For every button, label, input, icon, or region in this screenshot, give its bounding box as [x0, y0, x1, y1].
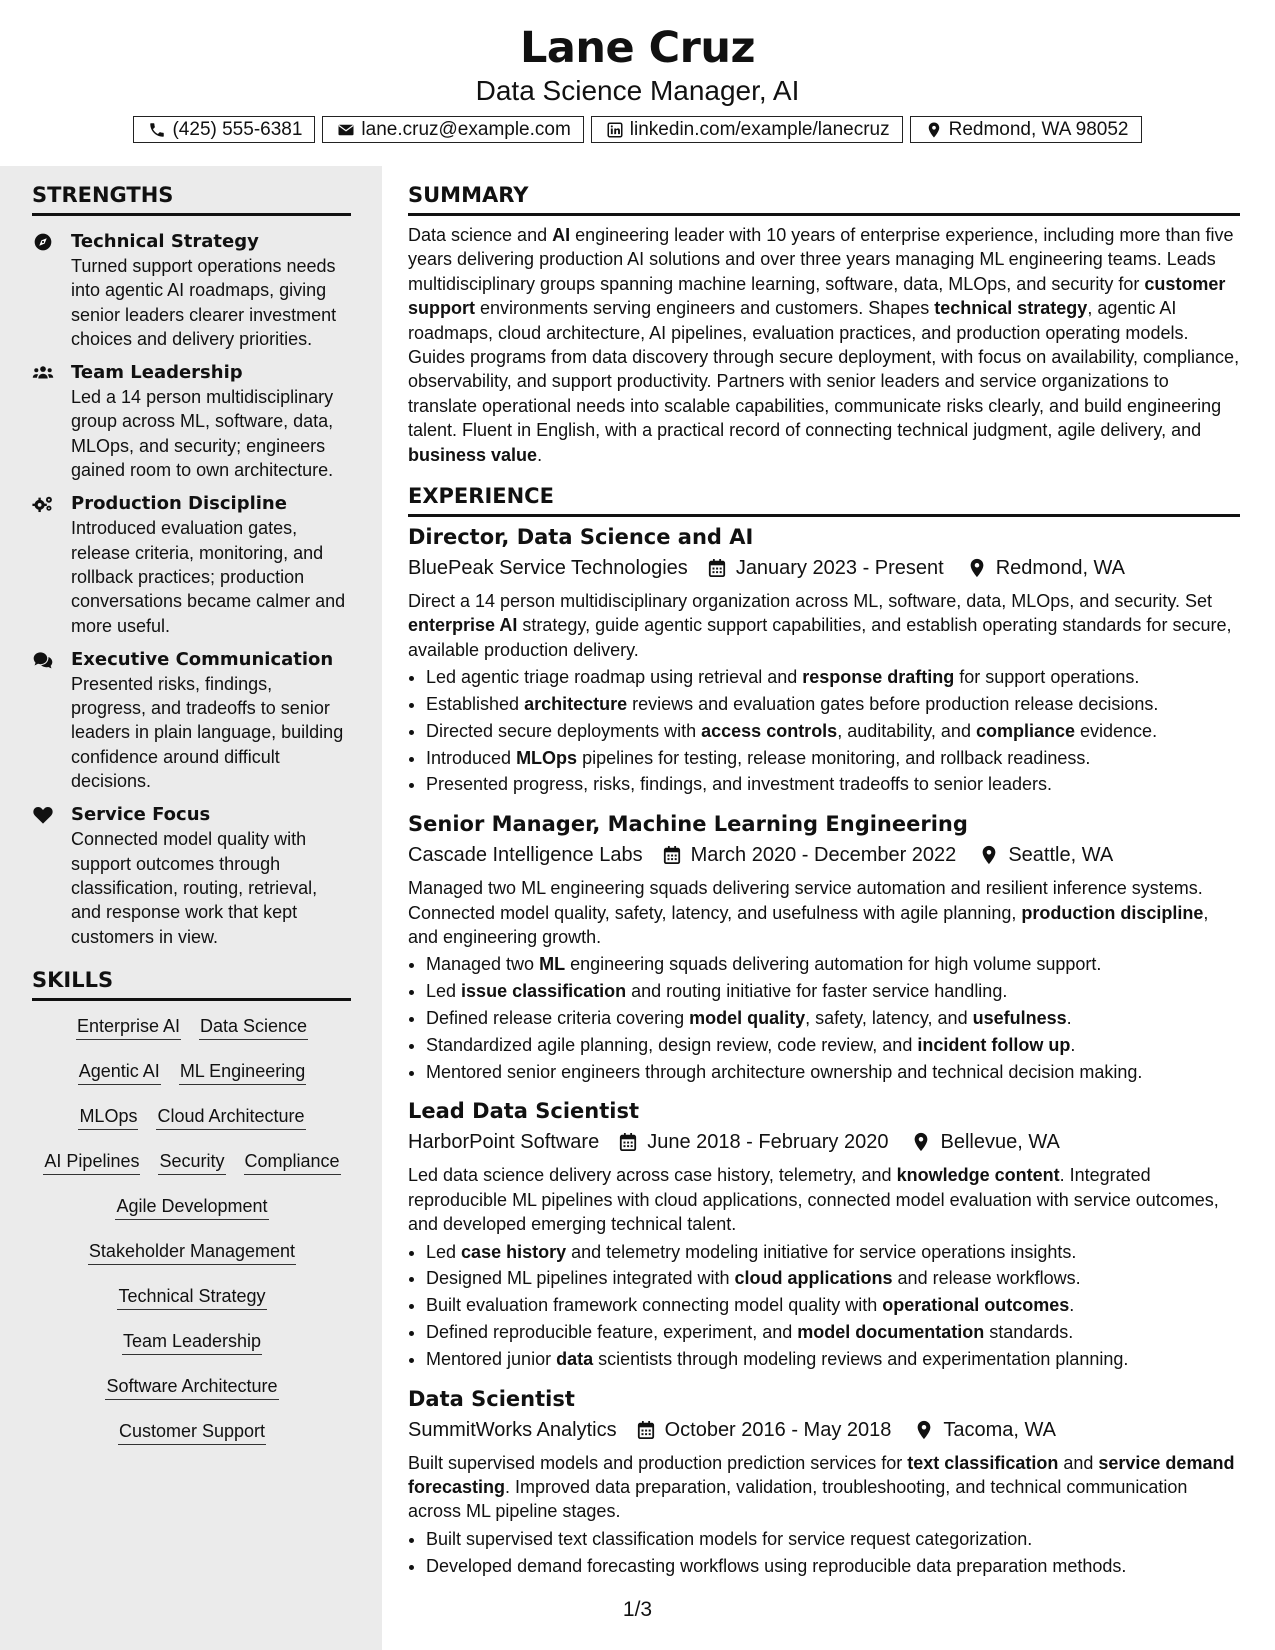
map-marker-icon — [968, 558, 986, 578]
text-run: engineering leader with 10 years of enterprise experience, including more than five years delivering production AI solutions and over three years managing ML engineering teams. Leads multidisciplinary groups spanning machine learning, software, data, MLOps, and security for — [408, 225, 1234, 294]
strength-text: Connected model quality with support outcomes through classification, routing, retrieval, and response work that kept customers in view. — [71, 829, 318, 947]
strength-title: Production Discipline — [71, 493, 287, 515]
bold-text: compliance — [975, 720, 1076, 741]
job-entry — [408, 810, 1240, 1085]
candidate-title: Data Science Manager, AI — [475, 75, 800, 106]
main-content — [408, 166, 1240, 1579]
text-run: Mentored junior — [426, 1348, 557, 1369]
bullet-item — [426, 1032, 1240, 1059]
map-marker-icon — [980, 845, 998, 865]
skill-row — [32, 1195, 352, 1240]
text-run: Led agentic triage roadmap using retrieval and — [426, 667, 803, 688]
text-run: Led — [426, 981, 462, 1002]
text-run: Mentored senior engineers through architecture ownership and technical decision making. — [426, 1061, 1143, 1082]
skill-tag: Agile Development — [115, 1195, 268, 1220]
text-run: , agentic AI roadmaps, cloud architecture, AI pipelines, evaluation practices, and production operating models. Guides programs from data discovery through secure deployment, with focus on availability, compliance, observability, and support productivity. Partners with senior leaders and service organizations to translate operational needs into scalable capabilities, communicate risks clearly, and build engineering talent. Fluent in English, with a practical record of connecting technical judgment, agile delivery, and — [408, 298, 1240, 441]
linkedin-contact[interactable] — [591, 116, 903, 143]
bold-text: response drafting — [802, 667, 955, 688]
job-meta — [408, 1127, 1240, 1157]
bold-text: ML — [539, 954, 566, 975]
text-run: Directed secure deployments with — [426, 720, 702, 741]
skill-tag: MLOps — [78, 1105, 138, 1130]
job-description — [408, 876, 1240, 949]
skill-tag: Enterprise AI — [76, 1015, 181, 1040]
bold-text: technical strategy — [934, 298, 1088, 319]
compass-icon — [32, 232, 54, 252]
text-run: standards. — [984, 1322, 1074, 1343]
bullet-item — [426, 718, 1240, 745]
bold-text: cloud applications — [734, 1268, 893, 1289]
bold-text: text classification — [907, 1452, 1059, 1473]
skill-row — [32, 1015, 352, 1060]
email-contact[interactable] — [322, 116, 583, 143]
skill-row — [32, 1150, 352, 1195]
text-run: , and engineering growth. — [408, 902, 1209, 948]
job-entry — [408, 1097, 1240, 1372]
skill-tag: Compliance — [244, 1150, 341, 1175]
company-name: SummitWorks Analytics — [408, 1418, 617, 1441]
text-run: Built supervised text classification models for service request categorization. — [426, 1528, 1033, 1549]
bullet-item — [426, 664, 1240, 691]
job-description — [408, 1451, 1240, 1524]
company-name: BluePeak Service Technologies — [408, 557, 688, 580]
text-run: scientists through modeling reviews and experimentation planning. — [593, 1348, 1129, 1369]
comments-icon — [32, 650, 54, 670]
strength-item — [32, 230, 352, 351]
text-run: reviews and evaluation gates before production release decisions. — [627, 694, 1159, 715]
skill-row — [32, 1330, 352, 1375]
text-run: pipelines for testing, release monitoring, and rollback readiness. — [577, 747, 1091, 768]
company-name: Cascade Intelligence Labs — [408, 844, 643, 867]
linkedin-text: linkedin.com/example/lanecruz — [629, 118, 890, 140]
job-title: Lead Data Scientist — [408, 1099, 639, 1124]
heart-icon — [32, 805, 54, 825]
text-run: Defined reproducible feature, experiment, and — [426, 1322, 798, 1343]
bold-text: MLOps — [516, 747, 578, 768]
job-title: Senior Manager, Machine Learning Engineering — [408, 812, 968, 837]
text-run: Led data science delivery across case history, telemetry, and — [408, 1165, 897, 1186]
skill-tag: Software Architecture — [105, 1375, 278, 1400]
bold-text: case history — [461, 1241, 567, 1262]
job-location: Seattle, WA — [1008, 844, 1114, 867]
bold-text: knowledge content — [896, 1165, 1060, 1186]
bold-text: architecture — [524, 694, 628, 715]
resume-header — [0, 0, 1275, 166]
skill-tag: Cloud Architecture — [156, 1105, 305, 1130]
job-bullets — [408, 1526, 1240, 1580]
text-run: Led — [426, 1241, 462, 1262]
phone-icon — [148, 121, 166, 139]
text-run: for support operations. — [954, 667, 1140, 688]
skill-row — [32, 1105, 352, 1150]
skill-row — [32, 1285, 352, 1330]
bold-text: customer support — [408, 273, 1226, 319]
job-dates: January 2023 - Present — [735, 557, 944, 580]
experience-heading: EXPERIENCE — [408, 483, 1240, 517]
sidebar — [0, 166, 382, 1650]
calendar-icon — [637, 1420, 655, 1440]
bullet-item — [426, 771, 1240, 798]
strength-text: Led a 14 person multidisciplinary group across ML, software, data, MLOps, and security; engineers gained room to own architecture. — [71, 387, 334, 481]
candidate-name: Lane Cruz — [519, 23, 756, 73]
location-text: Redmond, WA 98052 — [948, 118, 1129, 140]
job-entry — [408, 1385, 1240, 1580]
map-marker-icon — [912, 1132, 930, 1152]
text-run: Data science and — [408, 225, 553, 245]
job-bullets — [408, 951, 1240, 1085]
company-name: HarborPoint Software — [408, 1131, 600, 1154]
text-run: engineering squads delivering automation for high volume support. — [565, 954, 1102, 975]
skill-row — [32, 1375, 352, 1420]
job-location: Bellevue, WA — [940, 1131, 1060, 1154]
text-run: . — [1066, 1008, 1072, 1029]
job-location: Redmond, WA — [995, 557, 1126, 580]
text-run: and telemetry modeling initiative for service operations insights. — [566, 1241, 1077, 1262]
text-run: Introduced — [426, 747, 517, 768]
job-dates: June 2018 - February 2020 — [647, 1131, 889, 1154]
bold-text: business value — [408, 444, 538, 465]
strength-text: Turned support operations needs into agentic AI roadmaps, giving senior leaders clearer investment choices and delivery priorities. — [71, 256, 337, 349]
map-marker-icon — [915, 1420, 933, 1440]
bold-text: enterprise AI — [408, 615, 518, 636]
text-run: . Improved data preparation, validation, troubleshooting, and technical communication across ML pipeline stages. — [408, 1477, 1188, 1522]
job-title: Director, Data Science and AI — [408, 525, 754, 550]
text-run: Presented progress, risks, findings, and investment tradeoffs to senior leaders. — [426, 774, 1052, 795]
calendar-icon — [619, 1132, 637, 1152]
bullet-item — [426, 745, 1240, 772]
strength-item — [32, 361, 352, 482]
strength-title: Executive Communication — [71, 648, 334, 670]
skill-tag: Agentic AI — [78, 1060, 161, 1085]
strength-text: Presented risks, findings, progress, and tradeoffs to senior leaders in plain language, building confidence around difficult decisions. — [71, 673, 344, 792]
strengths-heading: STRENGTHS — [32, 182, 351, 216]
skill-tag: Technical Strategy — [117, 1285, 266, 1310]
phone-contact[interactable] — [133, 116, 315, 143]
skill-tag: Stakeholder Management — [88, 1240, 296, 1265]
users-icon — [32, 363, 54, 383]
job-dates: March 2020 - December 2022 — [690, 844, 957, 867]
text-run: environments serving engineers and customers. Shapes — [475, 298, 935, 319]
bullet-item — [426, 691, 1240, 718]
bold-text: service demand forecasting — [408, 1452, 1235, 1498]
bullet-item — [426, 1005, 1240, 1032]
linkedin-icon — [606, 121, 624, 139]
bullet-item — [426, 1265, 1240, 1292]
strength-item — [32, 492, 352, 637]
skill-tag: AI Pipelines — [43, 1150, 140, 1175]
bold-text: operational outcomes — [882, 1295, 1070, 1316]
bullet-item — [426, 1059, 1240, 1086]
text-run: Managed two — [426, 954, 540, 975]
skill-tag: Customer Support — [118, 1420, 266, 1445]
envelope-icon — [337, 121, 355, 139]
calendar-icon — [663, 845, 681, 865]
bullet-item — [426, 1553, 1240, 1580]
bold-text: data — [556, 1348, 594, 1369]
skill-row — [32, 1240, 352, 1285]
text-run: . — [537, 444, 543, 465]
bold-text: access controls — [701, 720, 838, 741]
gears-icon — [32, 494, 54, 514]
text-run: strategy, guide agentic support capabilities, and establish operating standards for secure, available production delivery. — [408, 615, 1232, 660]
text-run: Established — [426, 694, 525, 715]
text-run: , safety, latency, and — [805, 1008, 973, 1029]
strength-text: Introduced evaluation gates, release criteria, monitoring, and rollback practices; production conversations became calmer and more useful. — [71, 518, 346, 636]
bold-text: usefulness — [972, 1008, 1067, 1029]
experience-list — [408, 523, 1240, 1579]
skill-tag: ML Engineering — [179, 1060, 306, 1085]
strength-title: Technical Strategy — [71, 231, 259, 252]
skill-row — [32, 1060, 352, 1105]
text-run: Developed demand forecasting workflows using reproducible data preparation methods. — [426, 1555, 1127, 1576]
bullet-item — [426, 1292, 1240, 1319]
job-bullets — [408, 664, 1240, 798]
skill-tag: Team Leadership — [122, 1330, 262, 1355]
bold-text: incident follow up — [917, 1034, 1071, 1055]
text-run: and routing initiative for faster service handling. — [626, 981, 1008, 1002]
job-meta — [408, 553, 1240, 583]
strength-item — [32, 803, 352, 948]
bold-text: model quality — [689, 1008, 806, 1029]
bullet-item — [426, 1319, 1240, 1346]
bullet-item — [426, 1239, 1240, 1266]
text-run: Standardized agile planning, design review, code review, and — [426, 1034, 918, 1055]
bullet-item — [426, 1346, 1240, 1373]
job-description — [408, 1163, 1240, 1236]
job-description — [408, 589, 1240, 662]
job-entry — [408, 523, 1240, 798]
bullet-item — [426, 951, 1240, 978]
email-text: lane.cruz@example.com — [361, 118, 571, 140]
skill-row — [32, 1420, 352, 1465]
text-run: . Integrated reproducible ML pipelines with cloud applications, connected model evaluation with service outcomes, and developed emerging technical talent. — [408, 1165, 1219, 1235]
text-run: and — [1058, 1452, 1099, 1473]
page-number: 1/3 — [622, 1598, 653, 1621]
calendar-icon — [708, 558, 726, 578]
job-bullets — [408, 1239, 1240, 1373]
skill-tag: Data Science — [199, 1015, 308, 1040]
bold-text: AI — [552, 225, 571, 245]
bold-text: production discipline — [1021, 902, 1204, 923]
map-marker-icon — [925, 121, 943, 139]
text-run: . — [1069, 1295, 1075, 1316]
skills-list — [32, 1015, 352, 1465]
text-run: Built evaluation framework connecting model quality with — [426, 1295, 883, 1316]
text-run: and release workflows. — [892, 1268, 1081, 1289]
skill-tag: Security — [158, 1150, 225, 1175]
text-run: Defined release criteria covering — [426, 1008, 690, 1029]
text-run: evidence. — [1075, 720, 1158, 741]
text-run: . — [1070, 1034, 1076, 1055]
strength-item — [32, 648, 352, 793]
job-title: Data Scientist — [408, 1386, 575, 1411]
bold-text: issue classification — [461, 981, 627, 1002]
job-location: Tacoma, WA — [943, 1418, 1056, 1441]
skills-heading: SKILLS — [32, 967, 351, 1001]
phone-text: (425) 555-6381 — [172, 118, 303, 140]
summary-text — [408, 223, 1240, 467]
text-run: Designed ML pipelines integrated with — [426, 1268, 735, 1289]
location-contact — [910, 116, 1142, 143]
job-meta — [408, 1415, 1240, 1445]
summary-heading: SUMMARY — [408, 182, 1240, 216]
strength-title: Service Focus — [71, 804, 211, 826]
bold-text: model documentation — [797, 1322, 985, 1343]
text-run: , auditability, and — [837, 720, 976, 741]
bullet-item — [426, 978, 1240, 1005]
strength-title: Team Leadership — [71, 362, 243, 384]
text-run: Built supervised models and production prediction services for — [408, 1452, 908, 1473]
job-dates: October 2016 - May 2018 — [664, 1418, 892, 1441]
text-run: Direct a 14 person multidisciplinary organization across ML, software, data, MLOps, and security. Set — [408, 591, 1213, 612]
contact-bar — [0, 116, 1275, 143]
job-meta — [408, 840, 1240, 870]
bullet-item — [426, 1526, 1240, 1553]
text-run: Managed two ML engineering squads delivering service automation and resilient inference systems. Connected model quality, safety, latency, and usefulness with agile planning, — [408, 878, 1203, 923]
